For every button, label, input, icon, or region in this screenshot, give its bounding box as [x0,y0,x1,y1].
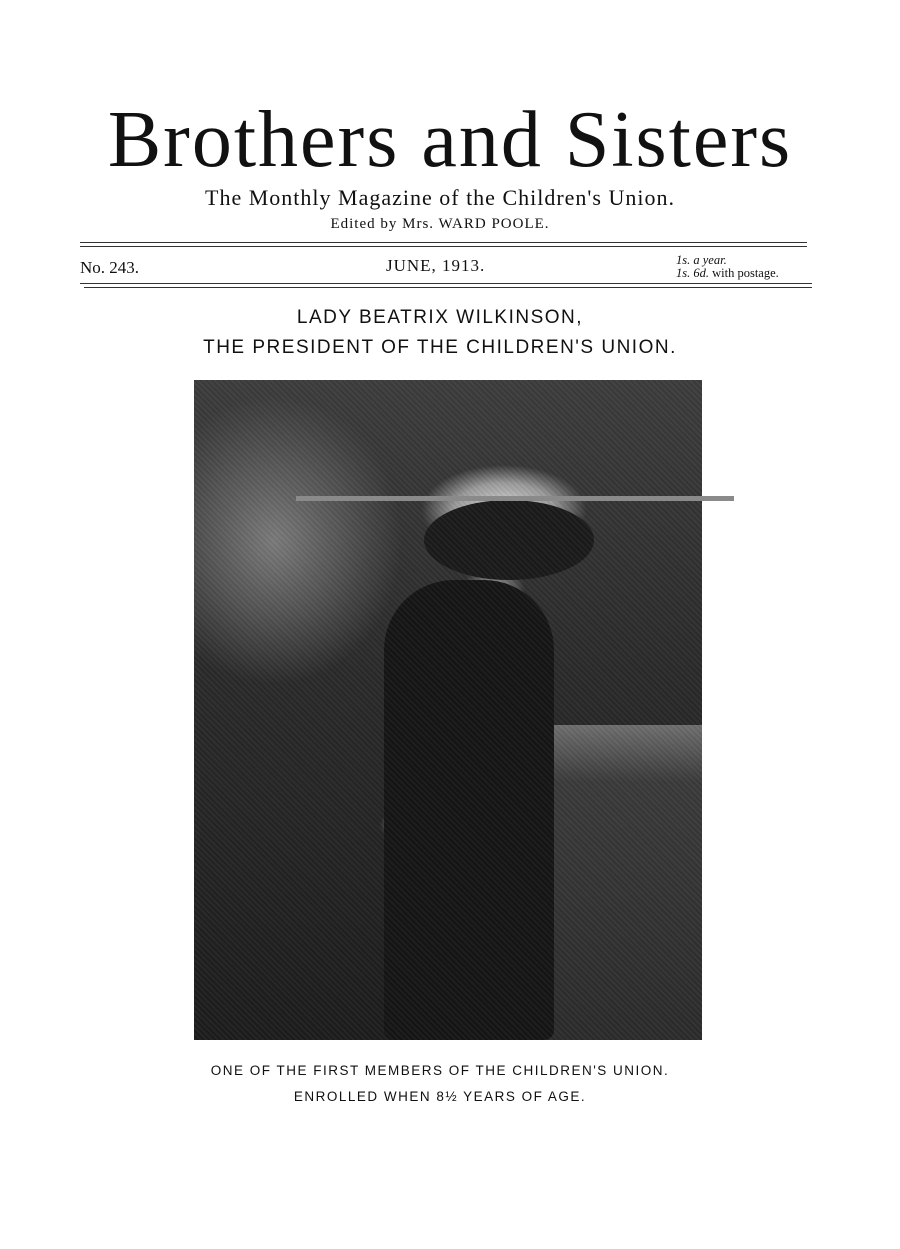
feature-heading-line1: LADY BEATRIX WILKINSON, [296,307,584,328]
bottom-rule [80,283,812,284]
masthead-editor: Edited by Mrs. WARD POOLE. [330,216,550,232]
price-postage [676,267,779,280]
photo-caption-line2: ENROLLED WHEN 8½ YEARS OF AGE. [293,1089,587,1104]
scan-artifact-line [296,496,734,501]
price-postage-amount: 1s. 6d. [676,266,709,280]
bottom-rule-inner [84,287,812,288]
top-rule-inner [80,246,807,247]
price-yearly-text: 1s. a year. [676,253,727,267]
feature-heading-line2: THE PRESIDENT OF THE CHILDREN'S UNION. [203,337,677,358]
price-postage-suffix: with postage. [709,266,779,280]
top-rule [80,242,807,243]
masthead-subtitle: The Monthly Magazine of the Children's Union. [205,185,675,210]
portrait-photograph [194,380,702,1040]
photo-caption-line1: ONE OF THE FIRST MEMBERS OF THE CHILDREN'S UNION. [210,1063,670,1078]
issue-number: No. 243. [80,258,140,277]
masthead-title: Brothers and Sisters [107,96,793,184]
issue-date: JUNE, 1913. [386,256,486,275]
price-info [676,254,779,280]
portrait-halftone-texture [194,380,702,1040]
